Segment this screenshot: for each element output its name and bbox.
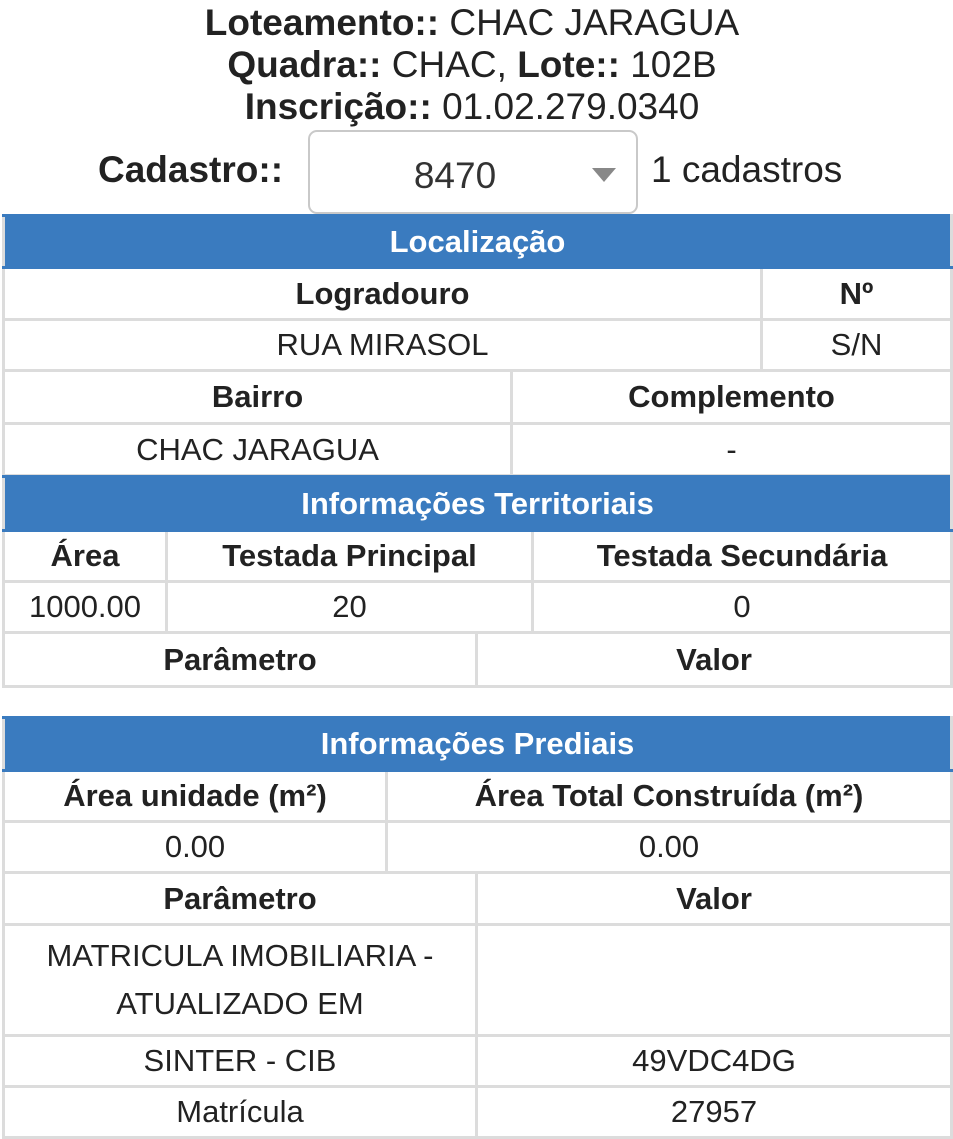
table-row bbox=[4, 1087, 952, 1138]
lote-value: 102B bbox=[630, 44, 717, 85]
testada-secundaria-header: Testada Secundária bbox=[533, 531, 952, 582]
area-total-value: 0.00 bbox=[387, 822, 952, 873]
cadastro-count: 1 cadastros bbox=[651, 149, 843, 190]
lote-label: Lote:: bbox=[517, 44, 620, 85]
loteamento-value: CHAC JARAGUA bbox=[449, 2, 740, 43]
numero-value: S/N bbox=[762, 320, 952, 371]
prediais-valor-header: Valor bbox=[477, 873, 952, 925]
localizacao-title: Localização bbox=[4, 216, 952, 268]
territoriais-table bbox=[2, 475, 953, 688]
prediais-table bbox=[2, 716, 953, 1139]
quadra-value: CHAC, bbox=[391, 44, 507, 85]
testada-principal-header: Testada Principal bbox=[167, 531, 533, 582]
prediais-valor-cell: 49VDC4DG bbox=[477, 1036, 952, 1087]
bairro-value: CHAC JARAGUA bbox=[4, 424, 512, 476]
cadastro-select[interactable] bbox=[308, 130, 638, 214]
quadra-label: Quadra:: bbox=[227, 44, 382, 85]
table-row bbox=[4, 925, 952, 1036]
prediais-valor-cell: 27957 bbox=[477, 1087, 952, 1138]
chevron-down-icon bbox=[592, 168, 616, 182]
prediais-parametro-cell: Matrícula bbox=[4, 1087, 477, 1138]
territoriais-parametro-header: Parâmetro bbox=[4, 633, 477, 687]
territoriais-title: Informações Territoriais bbox=[4, 477, 952, 531]
cadastro-selected-value: 8470 bbox=[413, 155, 497, 196]
numero-header: Nº bbox=[762, 268, 952, 320]
loteamento-line bbox=[0, 1, 944, 45]
inscricao-label: Inscrição:: bbox=[244, 86, 432, 127]
cadastro-label: Cadastro:: bbox=[98, 149, 284, 190]
area-value: 1000.00 bbox=[4, 582, 167, 633]
localizacao-table bbox=[2, 214, 953, 477]
complemento-header: Complemento bbox=[512, 371, 952, 424]
area-unidade-header: Área unidade (m²) bbox=[4, 771, 387, 822]
logradouro-header: Logradouro bbox=[4, 268, 762, 320]
inscricao-value: 01.02.279.0340 bbox=[442, 86, 700, 127]
loteamento-label: Loteamento:: bbox=[204, 2, 440, 43]
prediais-parametro-cell: SINTER - CIB bbox=[4, 1036, 477, 1087]
area-header: Área bbox=[4, 531, 167, 582]
area-unidade-value: 0.00 bbox=[4, 822, 387, 873]
quadra-lote-line bbox=[0, 43, 944, 87]
area-total-header: Área Total Construída (m²) bbox=[387, 771, 952, 822]
inscricao-line bbox=[0, 85, 944, 129]
territoriais-valor-header: Valor bbox=[477, 633, 952, 687]
prediais-valor-cell bbox=[477, 925, 952, 1036]
prediais-parametro-header: Parâmetro bbox=[4, 873, 477, 925]
testada-principal-value: 20 bbox=[167, 582, 533, 633]
complemento-value: - bbox=[512, 424, 952, 476]
bairro-header: Bairro bbox=[4, 371, 512, 424]
table-row bbox=[4, 1036, 952, 1087]
cadastro-row bbox=[0, 130, 944, 214]
prediais-parametro-cell: MATRICULA IMOBILIARIA - ATUALIZADO EM bbox=[4, 925, 477, 1036]
prediais-title: Informações Prediais bbox=[4, 718, 952, 771]
testada-secundaria-value: 0 bbox=[533, 582, 952, 633]
logradouro-value: RUA MIRASOL bbox=[4, 320, 762, 371]
